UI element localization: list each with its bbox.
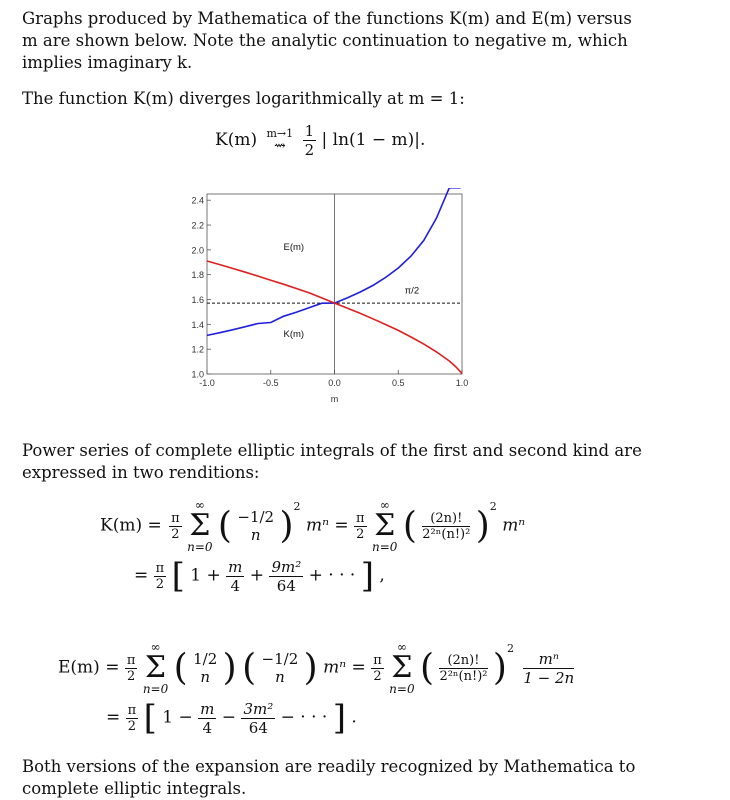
k-pi-half-2: $\frac{\pi}{2}$ — [356, 510, 365, 542]
asym-lhs: K(m) — [215, 130, 258, 150]
k-mn-2: mⁿ — [502, 515, 526, 536]
e-equation-row2: = $\frac{\pi}{2}$ [ 1 − $\frac{m}{4}$ − $\frac{\text{3m²}}{64}$ − · · · ] . — [106, 698, 357, 738]
k-row2-pi-half: $\frac{\pi}{2}$ — [155, 560, 165, 592]
k-eq-mid: = — [334, 515, 349, 536]
y-tick-label: 1.6 — [191, 295, 204, 306]
x-tick-label: -1.0 — [199, 378, 215, 388]
y-tick-label: 2.4 — [191, 195, 204, 206]
e-eq-mid: = — [351, 657, 366, 678]
elliptic-chart — [168, 188, 468, 408]
intro-paragraph — [22, 8, 712, 74]
e-row2-pi-half: $\frac{\pi}{2}$ — [127, 702, 137, 734]
k-equation-row2: = $\frac{\pi}{2}$ [ 1 + $\frac{m}{4}$ + $\frac{\text{9m²}}{64}$ + · · · ] , — [134, 556, 385, 596]
k-lhs: K(m) = — [100, 515, 162, 536]
k-sum: ∞ Σ n=0 — [187, 498, 213, 554]
annotation-label: π/2 — [404, 285, 420, 297]
e-row2-eq: = — [106, 707, 121, 728]
k-equation-row1: K(m) = $\frac{\pi}{2}$ ∞ Σ n=0 ( −1/2 n )$^2$ mⁿ = $\frac{\pi}{2}$ ∞ Σ n=0 ( $\frac{(2n)!}{\text{2²ⁿ(n!)²}}$ )$^2$ mⁿ — [100, 498, 526, 554]
asymptotic-equation — [215, 122, 425, 159]
intro-line-3: implies imaginary k. — [22, 53, 193, 72]
e-ratio-frac: $\frac{\text{mⁿ}}{1 - 2n}$ — [523, 649, 575, 687]
x-tick-label: 0.0 — [328, 378, 341, 388]
e-equation-row1: E(m) = $\frac{\pi}{2}$ ∞ Σ n=0 ( 1/2 n ) ( −1/2 n ) mⁿ = $\frac{\pi}{2}$ ∞ Σ n=0 ( $\frac{(2n)!}{\text{2²ⁿ(n!)²}}$ )$^2$ $\frac{\text{mⁿ}}{1 - 2n}$ — [58, 640, 575, 696]
annotation-label: K(m) — [283, 328, 305, 340]
power-line-2: expressed in two renditions: — [22, 463, 260, 482]
e-binom-2: −1/2 n — [261, 650, 299, 686]
e-mn: mⁿ — [323, 657, 347, 678]
k-row2-term1: $\frac{m}{4}$ — [228, 557, 243, 595]
k-factorial-frac: $\frac{(2n)!}{\text{2²ⁿ(n!)²}}$ — [422, 510, 471, 542]
e-row2-term2: $\frac{\text{3m²}}{64}$ — [243, 699, 274, 737]
e-pi-half: $\frac{\pi}{2}$ — [126, 652, 136, 684]
power-paragraph — [22, 440, 712, 484]
e-lhs: E(m) = — [58, 657, 120, 678]
asym-rhs: | ln(1 − m)|. — [321, 130, 426, 150]
asym-arrow-label: m→1 — [266, 126, 294, 140]
intro-line-2: m are shown below. Note the analytic continuation to negative m, which — [22, 31, 628, 50]
k-row2-eq: = — [134, 565, 149, 586]
intro-line-1: Graphs produced by Mathematica of the functions K(m) and E(m) versus — [22, 9, 632, 28]
e-row2-tail: − · · · — [280, 707, 328, 728]
closing-line-1: Both versions of the expansion are readily recognized by Mathematica to — [22, 757, 636, 776]
asym-half: $\frac{1}{2}$ — [304, 122, 315, 159]
k-sum-2: ∞ Σ n=0 — [371, 498, 398, 554]
e-square: 2 — [506, 641, 514, 655]
power-line-1: Power series of complete elliptic integrals of the first and second kind are — [22, 441, 642, 460]
x-tick-label: 1.0 — [455, 378, 468, 388]
x-axis-label: m — [330, 394, 339, 404]
annotation-label: E(m) — [283, 241, 305, 253]
diverge-sentence: The function K(m) diverges logarithmically at m = 1: — [22, 89, 465, 108]
y-tick-label: 1.8 — [191, 270, 204, 281]
closing-line-2: complete elliptic integrals. — [22, 779, 247, 798]
e-binom-1: 1/2 n — [193, 650, 218, 686]
y-tick-label: 1.2 — [191, 344, 204, 355]
e-pi-half-2: $\frac{\pi}{2}$ — [373, 652, 382, 684]
k-square-2: 2 — [489, 499, 497, 513]
e-row2-lead: 1 − — [162, 707, 193, 728]
k-square-1: 2 — [293, 499, 301, 513]
e-sum-2: ∞ Σ n=0 — [389, 640, 415, 696]
y-tick-label: 2.0 — [191, 245, 204, 256]
closing-paragraph — [22, 756, 712, 800]
series-line-km — [207, 188, 461, 335]
k-mn: mⁿ — [305, 515, 329, 536]
k-row2-term2: $\frac{\text{9m²}}{64}$ — [271, 557, 302, 595]
k-binom: −1/2 n — [237, 508, 275, 544]
e-sum: ∞ Σ n=0 — [142, 640, 169, 696]
e-row2-end: . — [351, 707, 357, 728]
x-tick-label: 0.5 — [391, 378, 405, 388]
asym-arrow: ⇝ — [273, 137, 286, 154]
asym-arrow-block — [266, 126, 294, 154]
k-row2-plus: + — [249, 565, 265, 586]
k-row2-tail: + · · · — [308, 565, 356, 586]
k-row2-lead: 1 + — [190, 565, 221, 586]
e-factorial-frac: $\frac{(2n)!}{\text{2²ⁿ(n!)²}}$ — [439, 652, 488, 684]
x-tick-label: -0.5 — [262, 378, 279, 388]
e-row2-minus: − — [221, 707, 237, 728]
y-tick-label: 2.2 — [191, 220, 204, 231]
y-tick-label: 1.4 — [191, 319, 204, 330]
k-pi-half: $\frac{\pi}{2}$ — [171, 510, 180, 542]
y-tick-label: 1.0 — [191, 369, 204, 380]
e-row2-term1: $\frac{m}{4}$ — [200, 699, 215, 737]
k-row2-end: , — [379, 565, 385, 586]
